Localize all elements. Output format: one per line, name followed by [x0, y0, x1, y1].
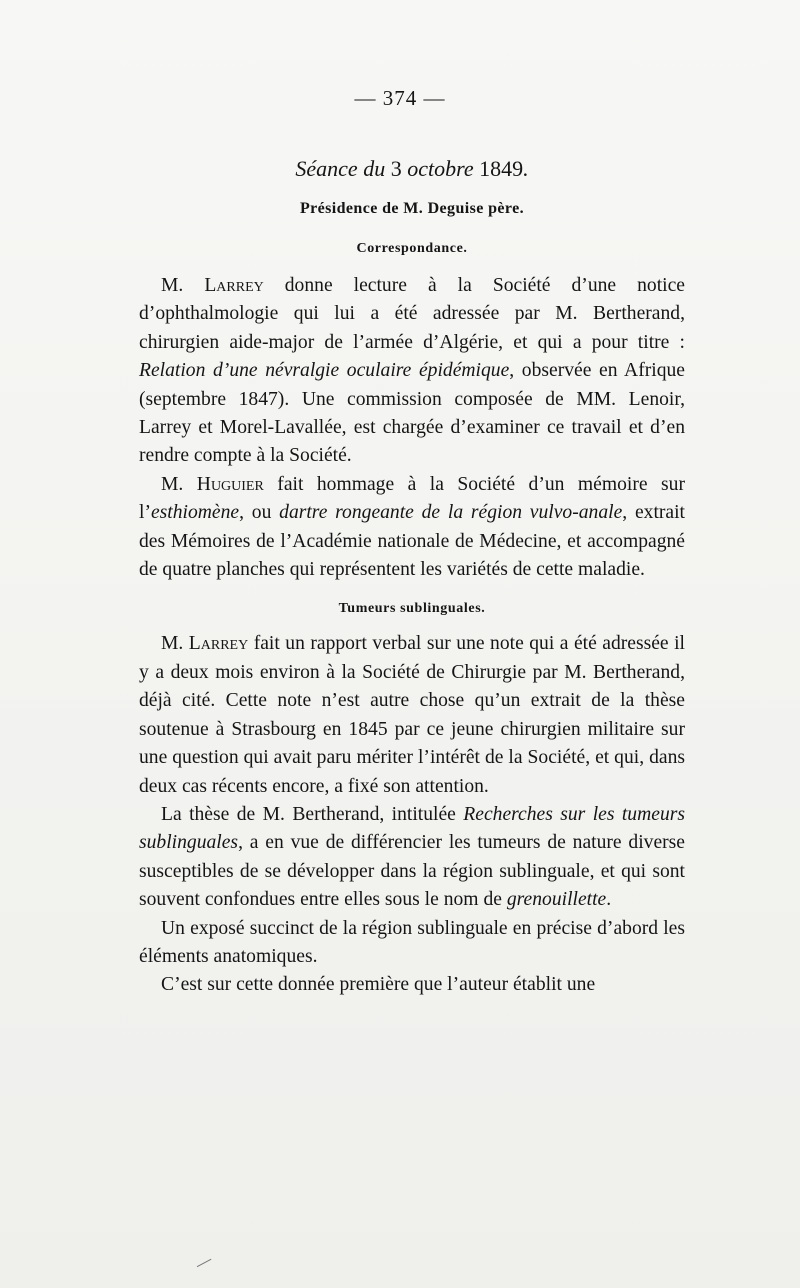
page-number: — 374 — [354, 86, 446, 110]
paragraph-text: , observée en Afrique (septembre 1847). Une commission composée de MM. Lenoir, Larrey et Morel-Lavallée, est chargée d’examiner ce travail et d’en rendre compte à la Société. [139, 360, 685, 467]
paragraph-final-line: C’est sur cette donnée première que l’auteur établit une [161, 974, 596, 996]
session-prefix: Séance du [295, 156, 391, 181]
thesis-title: Recherches sur les tumeurs sublinguales [139, 803, 685, 854]
paragraph-text: , extrait des Mémoires de l’Académie nationale de Médecine, et accompagné de quatre planches qui représentent les variétés de cette maladie. [139, 502, 685, 581]
presidence-line: Présidence de M. Deguise père. [299, 200, 525, 217]
session-heading [139, 155, 685, 183]
medical-term: esthiomène [150, 502, 240, 524]
session-year: 1849 [479, 156, 524, 181]
session-day: 3 [390, 156, 402, 181]
paragraph-text: donne lecture à la Société d’une notice d’ophthalmologie qui lui a été adressée par M. Bertherand, chirurgien aide-major de l’armée d’Algérie, et qui a pour titre : [139, 275, 685, 353]
paragraph-larrey-rapport [139, 630, 685, 800]
paragraph-text: La thèse de M. Bertherand, intitulée [161, 803, 464, 825]
paragraph-text: . [606, 889, 612, 911]
medical-term: grenouillette [506, 889, 607, 911]
correspondance-heading: Correspondance. [356, 241, 468, 256]
speaker-name: M. Larrey [161, 275, 264, 296]
speaker-name: M. Larrey [161, 633, 249, 655]
paragraph-expose: Un exposé succinct de la région sublinguale en précise d’abord les éléments anatomiques. [139, 917, 685, 967]
paragraph-text: , ou [239, 502, 280, 524]
tumeurs-heading: Tumeurs sublinguales. [338, 601, 486, 617]
session-month: octobre [401, 156, 480, 181]
document-body [139, 146, 685, 1000]
session-suffix: . [523, 156, 529, 181]
work-title: Relation d’une névralgie oculaire épidémique [139, 360, 510, 382]
paragraph-text: fait hommage à la Société d’un mémoire sur l’ [139, 473, 685, 524]
medical-term: dartre rongeante de la région vulvo-anale [279, 502, 623, 524]
speaker-name: M. Huguier [161, 473, 264, 495]
ink-mark [197, 1259, 215, 1274]
paragraph-text: , a en vue de différencier les tumeurs de nature diverse susceptibles de se développer dans la région sublinguale, et qui sont souvent confondues entre elles sous le nom de [139, 832, 685, 911]
paragraph-huguier [139, 471, 685, 585]
paragraph-these [139, 801, 685, 915]
paragraph-larrey-correspondance [139, 272, 685, 471]
paragraph-text: fait un rapport verbal sur une note qui a été adressée il y a deux mois environ à la Société de Chirurgie par M. Bertherand, déjà cité. Cette note n’est autre chose qu’un extrait de la thèse soutenue à Strasbourg en 1845 par ce jeune chirurgien militaire sur une question qui avait paru mériter l’intérêt de la Société, et qui, dans deux cas récents encore, a fixé son attention. [139, 633, 685, 797]
